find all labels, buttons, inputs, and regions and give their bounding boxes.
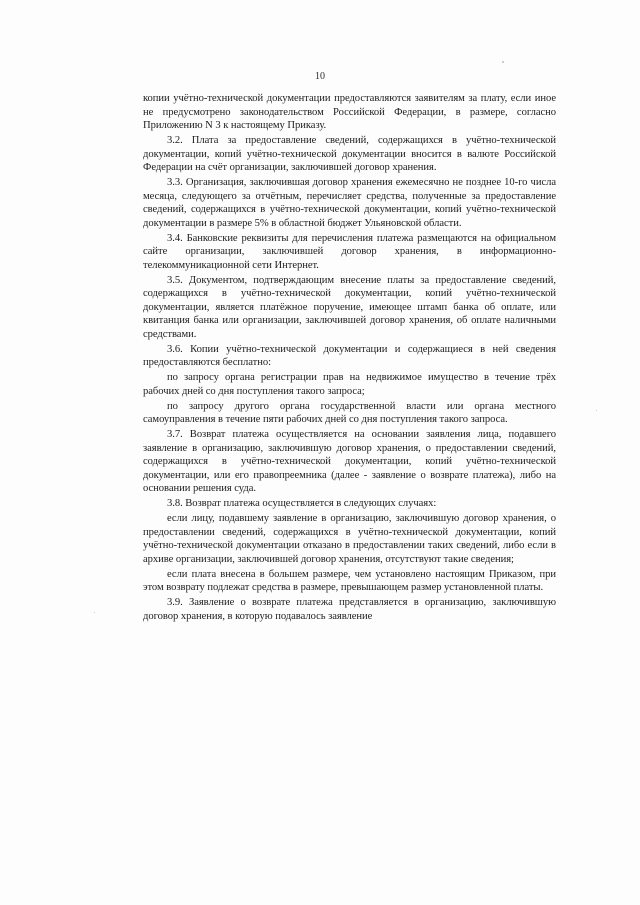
paragraph-3-6: 3.6. Копии учётно-технической документации и содержащиеся в ней сведения предоставляются бесплатно: xyxy=(143,343,556,368)
paragraph-continuation: копии учётно-технической документации предоставляются заявителям за плату, если иное не предусмотрено законодательством Российской Федерации, в размере, согласно Приложению N 3 к настоящему Приказу. xyxy=(143,93,556,131)
paragraph-3-6-item-2: по запросу другого органа государственной власти или органа местного самоуправления в течение пяти рабочих дней со дня поступления такого запроса. xyxy=(143,400,556,425)
paragraph-3-8-item-1: если лицу, подавшему заявление в организацию, заключившую договор хранения, о предоставлении сведений, содержащихся в учётно-технической документации, копий учётно-технической документации отказано в предоставлении таких сведений, либо если в архиве организации, заключившей договор хранения, отсутствуют такие сведения; xyxy=(143,513,556,565)
paragraph-3-2: 3.2. Плата за предоставление сведений, содержащихся в учётно-технической документации, копий учётно-технической документации вносится в валюте Российской Федерации на счёт организации, заключившей договор хранения. xyxy=(143,135,556,173)
paragraph-3-8-item-2: если плата внесена в большем размере, чем установлено настоящим Приказом, при этом возврату подлежат средства в размере, превышающем размер установленной платы. xyxy=(143,568,556,593)
paragraph-3-6-item-1: по запросу органа регистрации прав на недвижимое имущество в течение трёх рабочих дней со дня поступления такого запроса; xyxy=(143,372,556,397)
scan-speck xyxy=(502,61,504,63)
paragraph-3-9: 3.9. Заявление о возврате платежа представляется в организацию, заключившую договор хранения, в которую подавалось заявление xyxy=(143,597,556,622)
paragraph-3-7: 3.7. Возврат платежа осуществляется на основании заявления лица, подавшего заявление в организацию, заключившую договор хранения, о предоставлении сведений, содержащихся в учётно-технической документации, копий учётно-технической документации, или его правопреемника (далее - заявление о возврате платежа), либо на основании решения суда. xyxy=(143,429,556,494)
paragraph-3-8: 3.8. Возврат платежа осуществляется в следующих случаях: xyxy=(167,498,437,509)
document-body xyxy=(143,92,556,625)
scan-speck xyxy=(596,410,597,411)
page-number: 10 xyxy=(315,71,325,82)
paragraph-3-5: 3.5. Документом, подтверждающим внесение платы за предоставление сведений, содержащихся в учётно-технической документации, копий учётно-технической документации, является платёжное поручение, имеющее штамп банка об оплате, или квитанция банка или организации, заключившей договор хранения, об оплате наличными средствами. xyxy=(143,274,556,340)
scan-speck xyxy=(94,612,95,613)
paragraph-3-4: 3.4. Банковские реквизиты для перечисления платежа размещаются на официальном сайте организации, заключившей договор хранения, в информационно-телекоммуникационной сети Интернет. xyxy=(143,232,556,271)
paragraph-3-3: 3.3. Организация, заключившая договор хранения ежемесячно не позднее 10-го числа месяца, следующего за отчётным, перечисляет средства, полученные за предоставление сведений, содержащихся в учётно-технической документации, копий учётно-технической документации в размере 5% в областной бюджет Ульяновской области. xyxy=(143,177,556,229)
